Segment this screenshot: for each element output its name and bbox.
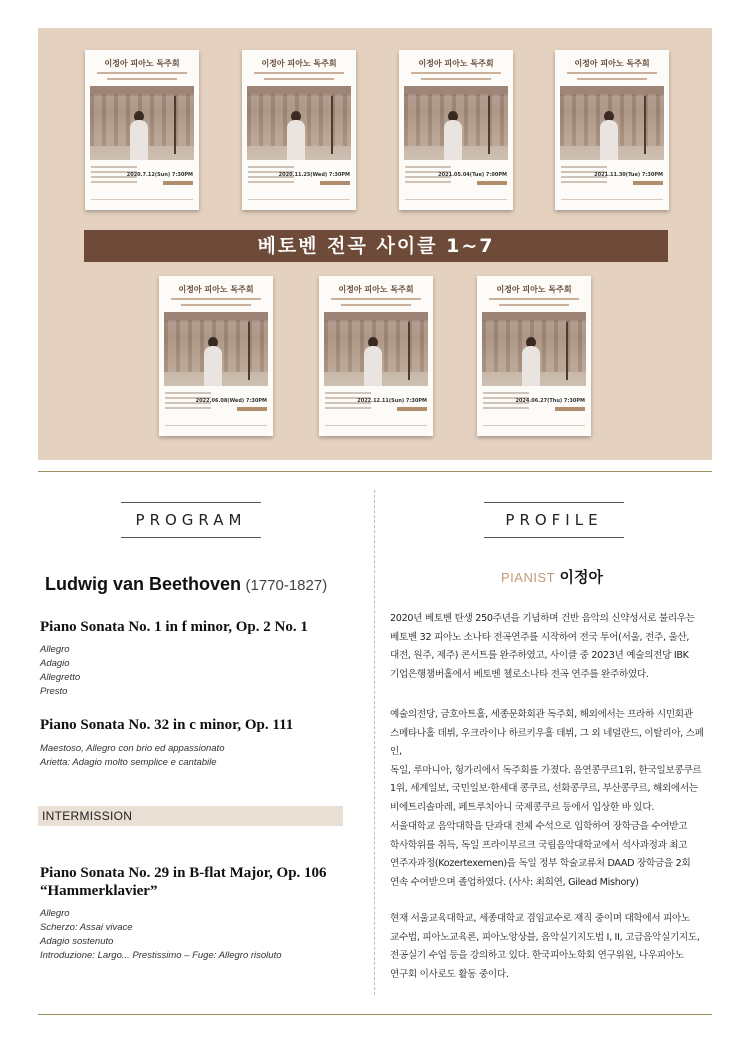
concert-poster [477, 276, 591, 436]
composer-line [45, 574, 365, 595]
poster-title: 이정아 피아노 독주회 [261, 59, 337, 68]
poster-photo [164, 312, 268, 386]
sonata-title: Piano Sonata No. 29 in B-flat Major, Op. 106 [40, 865, 327, 881]
movement: Adagio [40, 658, 70, 669]
poster-title: 이정아 피아노 독주회 [338, 285, 414, 294]
bio-paragraph [390, 910, 715, 984]
poster-photo [482, 312, 586, 386]
sonata-title: Piano Sonata No. 32 in c minor, Op. 111 [40, 717, 294, 733]
poster-date: 2020.7.12(Sun) 7:30PM [126, 172, 193, 178]
bio-line: 전공실기 수업 등을 강의하고 있다. 한국피아노학회 연구위원, 나우피아노 [390, 950, 684, 962]
bio-line: 서울대학교 음악대학을 단과대 전체 수석으로 입학하여 장학금을 수여받고 [390, 821, 688, 832]
bio-line: 1위, 세계일보, 국민일보·한세대 콩쿠르, 선화콩쿠르, 부산콩쿠르, 해외에서는 [390, 783, 698, 795]
movement: Arietta: Adagio molto semplice e cantabile [40, 757, 217, 768]
pianist-role: PIANIST [500, 570, 556, 585]
intermission-label: INTERMISSION [42, 809, 133, 823]
movement: Allegretto [40, 672, 81, 683]
poster-photo [560, 86, 664, 160]
bio-line: 연주자과정(Kozertexemen)을 독일 정부 학술교류처 DAAD 장학금을 2회 [390, 858, 691, 870]
bio-line: 기업은행챔버홀에서 베토벤 첼로소나타 전곡 연주를 완주하였다. [390, 668, 649, 680]
program-heading-text: PROGRAM [135, 511, 247, 529]
bio-paragraph [390, 818, 715, 892]
bio-line: 연구회 이사로도 활동 중이다. [390, 968, 509, 980]
pianist-name: 이정아 [559, 568, 603, 586]
movement: Presto [40, 686, 68, 697]
poster-photo [247, 86, 351, 160]
profile-heading [484, 502, 624, 538]
composer-years: (1770-1827) [245, 577, 328, 594]
poster-title: 이정아 피아노 독주회 [178, 285, 254, 294]
poster-title: 이정아 피아노 독주회 [418, 59, 494, 68]
concert-poster [242, 50, 356, 210]
beethoven-cycle-banner [84, 230, 668, 262]
profile-heading-text: PROFILE [505, 511, 603, 529]
bio-line: 연속 수여받으며 졸업하였다. (사사: 최희연, Gilead Mishory) [390, 876, 639, 888]
concert-poster [319, 276, 433, 436]
bio-line: 대전, 원주, 제주) 콘서트를 완주하였고, 사이클 중 2023년 예술의전당 IBK [390, 650, 689, 662]
poster-photo [324, 312, 428, 386]
bottom-divider [38, 1014, 712, 1015]
poster-title: 이정아 피아노 독주회 [574, 59, 650, 68]
poster-date: 2024.06.27(Thu) 7:30PM [515, 398, 585, 404]
sonata-title: Piano Sonata No. 1 in f minor, Op. 2 No. 1 [40, 619, 308, 635]
bio-paragraph [390, 610, 715, 684]
poster-date: 2020.11.25(Wed) 7:30PM [278, 172, 350, 178]
bio-line: 학사학위를 취득, 독일 프라이부르크 국립음악대학교에서 석사과정과 최고 [390, 839, 688, 851]
poster-date: 2021.05.04(Tue) 7:00PM [438, 172, 507, 178]
poster-photo [90, 86, 194, 160]
movement: Allegro [40, 908, 70, 919]
poster-date: 2021.11.30(Tue) 7:30PM [594, 172, 663, 178]
bio-paragraph [390, 706, 715, 818]
bio-line: 2020년 베토벤 탄생 250주년을 기념하며 건반 음악의 신약성서로 불리우는 [390, 613, 695, 624]
poster-date: 2022.12.11(Sun) 7:30PM [357, 398, 427, 404]
poster-title: 이정아 피아노 독주회 [104, 59, 180, 68]
movement: Scherzo: Assai vivace [40, 922, 133, 933]
bio-line: 스메타나홀 데뷔, 우크라이나 하르키우홀 데뷔, 그 외 네덜란드, 이탈리아, 스페인, [390, 727, 704, 758]
poster-date: 2022.06.08(Wed) 7:30PM [195, 398, 267, 404]
intermission-bar [38, 806, 343, 826]
poster-photo [404, 86, 508, 160]
bio-line: 예술의전당, 금호아트홀, 세종문화회관 독주회, 해외에서는 프라하 시민회관 [390, 709, 693, 720]
bio-line: 비에트리솔마레, 페트루치아니 국제콩쿠르 등에서 입상한 바 있다. [390, 801, 655, 813]
bio-line: 교수법, 피아노교육론, 피아노앙상블, 음악실기지도법 I, II, 고급음악실기지도, [390, 931, 700, 943]
bio-line: 독일, 루마니아, 헝가리에서 독주회를 가졌다. 음연콩쿠르1위, 한국일보콩쿠르 [390, 764, 702, 776]
concert-poster [159, 276, 273, 436]
bio-line: 베토벤 32 피아노 소나타 전곡연주를 시작하여 전국 투어(서울, 전주, 울산, [390, 631, 690, 643]
concert-poster [399, 50, 513, 210]
concert-poster [555, 50, 669, 210]
movement: Introduzione: Largo... Prestissimo – Fuge: Allegro risoluto [40, 950, 282, 961]
sonata-subtitle: “Hammerklavier” [40, 883, 158, 899]
pianist-line [392, 566, 712, 587]
movement: Maestoso, Allegro con brio ed appassionato [40, 743, 225, 754]
program-heading [121, 502, 261, 538]
poster-title: 이정아 피아노 독주회 [496, 285, 572, 294]
banner-text: 베토벤 전곡 사이클 1~7 [257, 235, 495, 257]
top-divider [38, 471, 712, 472]
composer-name: Ludwig van Beethoven [45, 574, 242, 594]
movement: Adagio sostenuto [40, 936, 114, 947]
column-divider [374, 490, 375, 995]
concert-poster [85, 50, 199, 210]
movement: Allegro [40, 644, 70, 655]
bio-line: 현재 서울교육대학교, 세종대학교 겸임교수로 재직 중이며 대학에서 피아노 [390, 913, 690, 924]
